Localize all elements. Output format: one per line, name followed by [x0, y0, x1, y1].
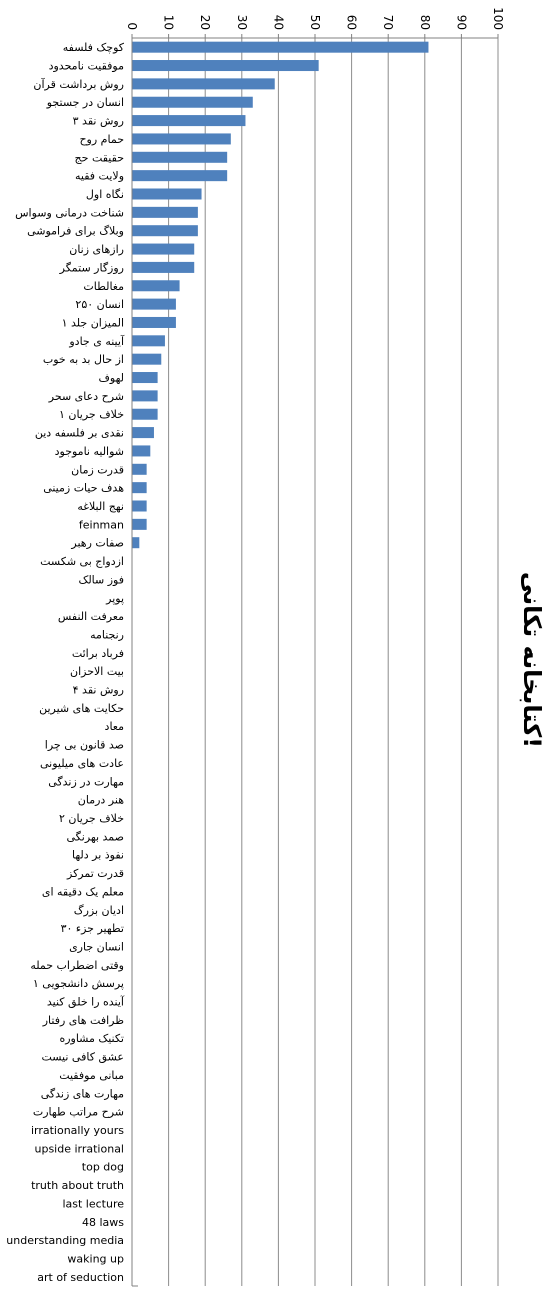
category-label: فرباد برائت	[71, 646, 124, 660]
bar	[132, 317, 176, 328]
bar	[132, 152, 227, 163]
category-label: understanding media	[6, 1234, 124, 1248]
bar	[132, 244, 194, 255]
category-label: مهارت در زندگی	[48, 775, 124, 789]
tick-label: 100	[491, 7, 505, 30]
bars	[132, 42, 428, 549]
tick-label: 30	[234, 14, 249, 30]
tick-label: 50	[308, 14, 322, 30]
category-label: شرح مراتب طهارت	[32, 1105, 124, 1119]
category-label: آیینه ی جادو	[69, 334, 124, 348]
category-label: art of seduction	[37, 1270, 124, 1284]
bar	[132, 427, 154, 438]
category-label: مبانی موفقیت	[59, 1068, 124, 1082]
category-label: نفوذ بر دلها	[71, 848, 124, 862]
bar	[132, 299, 176, 310]
category-label: روش نقد ۴	[72, 683, 124, 697]
category-label: عشق کافی نیست	[41, 1050, 124, 1064]
category-label: قدرت تمرکز	[67, 867, 124, 881]
tick-label: 0	[125, 22, 139, 30]
category-label: لهوف	[98, 371, 124, 385]
bar	[132, 482, 147, 493]
bar	[132, 519, 147, 530]
category-label: قدرت زمان	[71, 463, 124, 477]
tick-label: 90	[454, 14, 469, 30]
tick-label: 60	[344, 14, 359, 30]
bar	[132, 500, 147, 511]
bar	[132, 464, 147, 475]
category-label: مغالطات	[83, 279, 124, 293]
category-label: انسان جاری	[69, 940, 124, 954]
bar	[132, 78, 275, 89]
category-label: upside irrational	[34, 1142, 124, 1156]
category-label: کوچک فلسفه	[62, 41, 124, 55]
category-label: 48 laws	[81, 1215, 124, 1229]
bar	[132, 354, 161, 365]
bar	[132, 207, 198, 218]
category-label: المیزان جلد ۱	[61, 316, 124, 330]
tick-label: 10	[161, 14, 176, 30]
category-label: صد قانون بی چرا	[44, 738, 124, 752]
category-label: عادت های میلیونی	[39, 756, 124, 770]
bar	[132, 97, 253, 108]
category-label: نهج البلاغه	[77, 500, 124, 513]
category-label: irrationally yours	[30, 1124, 124, 1137]
bar	[132, 188, 202, 199]
bar	[132, 372, 158, 383]
category-label: حقیقت حج	[74, 151, 124, 165]
category-label: معاد	[104, 720, 124, 734]
category-label: خلاف جریان ۱	[58, 408, 124, 422]
bar	[132, 262, 194, 273]
bar	[132, 60, 319, 71]
tick-label: 70	[381, 14, 396, 30]
category-label: شرح دعای سحر	[48, 389, 124, 403]
category-label: نقدی بر فلسفه دین	[34, 426, 124, 440]
category-label: صمد بهرنگی	[66, 830, 124, 844]
category-label: ادیان بزرگ	[73, 903, 124, 917]
category-label: تکنیک مشاوره	[59, 1032, 124, 1046]
category-label: ازدواج بی شکست	[40, 555, 124, 569]
category-label: هدف حیات زمینی	[43, 481, 124, 495]
category-label: feinman	[78, 518, 124, 532]
category-label: آینده را خلق کنید	[46, 995, 124, 1009]
category-label: انسان در جستجو	[46, 96, 124, 110]
category-labels	[6, 41, 125, 1284]
category-label: از حال بد به خوب	[42, 353, 124, 367]
tick-label: 80	[417, 14, 432, 30]
category-label: خلاف جریان ۲	[58, 812, 124, 825]
bar	[132, 42, 428, 53]
category-label: وبلاگ برای فراموشی	[27, 224, 124, 238]
category-label: هنر درمان	[77, 793, 124, 807]
bar	[132, 133, 231, 144]
category-label: top dog	[81, 1160, 124, 1174]
category-label: معلم یک دقیقه ای	[41, 885, 124, 899]
category-label: شوالیه ناموجود	[54, 444, 124, 458]
category-label: مهارت های زندگی	[40, 1087, 124, 1101]
category-label: روزگار ستمگر	[59, 261, 124, 275]
bar	[132, 409, 158, 420]
category-label: نگاه اول	[85, 188, 124, 201]
tick-label: 20	[198, 14, 213, 30]
category-label: پرسش دانشجویی ۱	[32, 977, 124, 991]
category-label: وقتی اضطراب حمله	[30, 958, 124, 972]
category-label: truth about truth	[31, 1179, 124, 1193]
bar	[132, 115, 245, 126]
bar	[132, 390, 158, 401]
category-label: صفات رهبر	[71, 536, 124, 550]
category-label: شناخت درمانی وسواس	[15, 206, 124, 220]
category-label: حمام روح	[79, 132, 124, 146]
category-label: معرفت النفس	[57, 610, 124, 624]
category-label: موفقیت نامحدود	[48, 59, 124, 73]
tick-label: 40	[271, 14, 286, 30]
bar	[132, 280, 180, 291]
bar	[132, 225, 198, 236]
category-label: ظرافت های رفتار	[42, 1013, 124, 1027]
chart-title: کتابخانه تکانی!	[518, 571, 546, 749]
category-label: رنجنامه	[90, 628, 124, 642]
category-label: waking up	[67, 1252, 124, 1266]
bar	[132, 335, 165, 346]
category-label: انسان ۲۵۰	[75, 298, 124, 312]
bar	[132, 445, 150, 456]
category-label: روش برداشت قرآن	[33, 77, 124, 91]
bar	[132, 170, 227, 181]
category-label: پوپر	[106, 591, 124, 605]
category-label: ولایت فقیه	[75, 169, 124, 183]
category-label: فوز سالک	[78, 573, 124, 587]
bar	[132, 537, 139, 548]
category-label: روش نقد ۳	[72, 114, 124, 128]
category-label: رازهای زنان	[69, 243, 124, 257]
category-label: last lecture	[62, 1197, 124, 1211]
category-label: بیت الاحزان	[69, 665, 124, 679]
category-label: تطهیر جزء ۳۰	[60, 922, 124, 936]
category-label: حکایت های شیرین	[39, 701, 124, 715]
